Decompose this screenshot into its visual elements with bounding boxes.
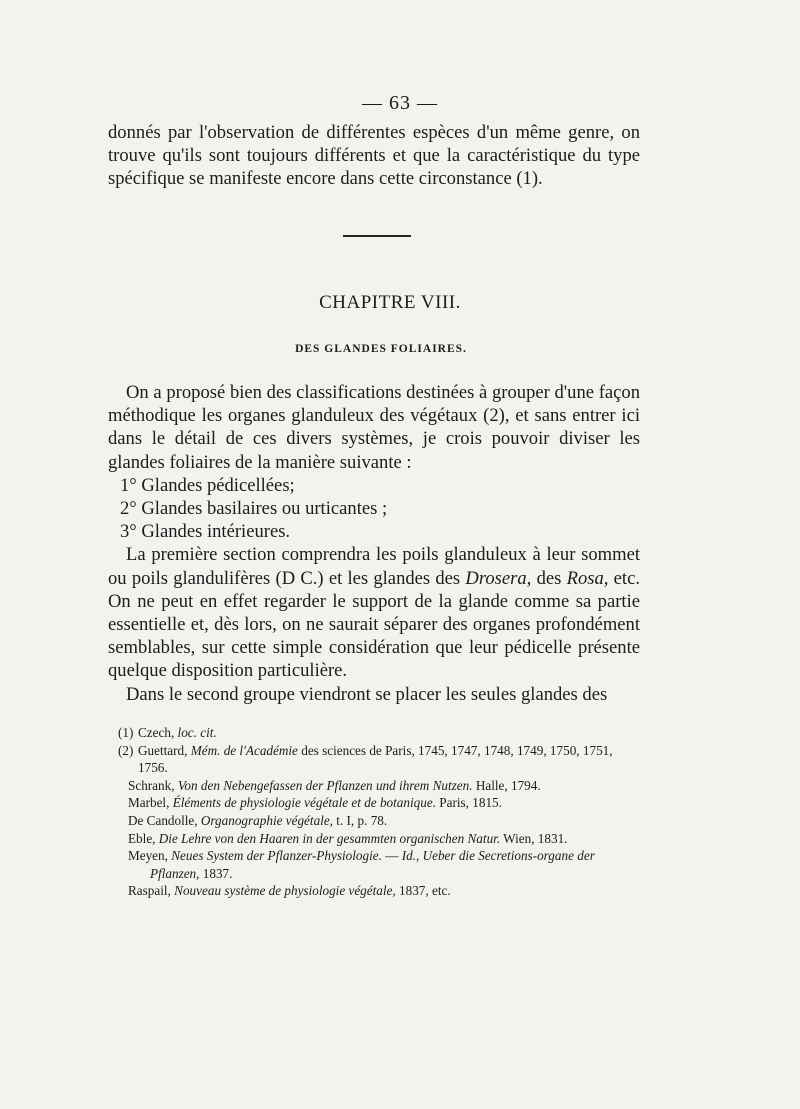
reference-details: Paris, 1815. xyxy=(436,795,502,811)
intro-paragraph xyxy=(108,121,640,191)
reference-separator: — xyxy=(381,848,402,864)
text-run: etc. On ne peut en effet regarder le support de la glande comme sa partie essentielle et, dès lors, on ne saurait séparer des organes profondément semblables, sur cette simple considération que leur pédicelle présente quelque disposition particulière. xyxy=(108,567,640,682)
footnote-details: des sciences de Paris, 1745, 1747, 1748, 1749, 1750, 1751, 1756. xyxy=(138,742,613,776)
reference-author: Raspail, xyxy=(128,883,175,899)
reference-marbel xyxy=(118,794,640,812)
paragraph-first-section xyxy=(108,543,640,682)
footnote-number: (1) xyxy=(118,725,134,740)
footnote-2 xyxy=(118,742,640,777)
text-run: La première section comprendra les poils glanduleux à leur sommet ou poils glandulifères (D C.) et les glandes des xyxy=(108,544,640,589)
section-divider xyxy=(343,235,411,237)
reference-title: Nouveau système de physiologie végétale, xyxy=(174,883,396,899)
reference-details: Halle, 1794. xyxy=(472,777,541,793)
main-text xyxy=(108,381,640,706)
reference-title: Organographie végétale, xyxy=(200,812,333,828)
reference-candolle xyxy=(118,812,640,830)
page-number: — 63 — xyxy=(362,92,438,114)
paragraph-classification: On a proposé bien des classifications destinées à grouper d'une façon méthodique les organes glanduleux des végétaux (2), et sans entrer ici dans le détail de ces divers systèmes, je crois pouvoir diviser les glandes foliaires de la manière suivante : xyxy=(108,382,640,473)
footnote-author: Guettard, xyxy=(138,742,191,758)
reference-raspail xyxy=(118,882,640,900)
reference-details: Wien, 1831. xyxy=(500,830,568,846)
reference-author: Eble, xyxy=(128,830,159,846)
taxon-drosera: Drosera, xyxy=(465,567,532,589)
reference-schrank xyxy=(118,777,640,795)
section-title: DES GLANDES FOLIAIRES. xyxy=(295,343,467,355)
reference-details: 1837. xyxy=(199,865,233,881)
list-item: 3° Glandes intérieures. xyxy=(120,521,291,543)
list-item: 1° Glandes pédicellées; xyxy=(120,474,295,496)
chapter-title: CHAPITRE VIII. xyxy=(319,292,461,313)
paragraph-second-group: Dans le second groupe viendront se placer les seules glandes des xyxy=(126,683,608,705)
reference-details: t. I, p. 78. xyxy=(332,812,388,828)
footnote-1 xyxy=(118,724,640,742)
reference-title: Id., Ueber die Secretions-organe der Pflanzen, xyxy=(150,848,595,881)
text-run: des xyxy=(531,567,567,589)
reference-author: Schrank, xyxy=(128,777,178,793)
footnote-title: Mém. de l'Académie xyxy=(190,742,298,758)
reference-title: Die Lehre von den Haaren in der gesammten organischen Natur. xyxy=(158,830,501,846)
reference-author: De Candolle, xyxy=(128,812,201,828)
reference-title: Éléments de physiologie végétale et de botanique. xyxy=(172,795,436,811)
reference-author: Meyen, xyxy=(128,848,172,864)
footnote-title: loc. cit. xyxy=(177,725,217,740)
taxon-rosa: Rosa, xyxy=(566,567,609,589)
footnotes xyxy=(118,724,640,900)
list-item: 2° Glandes basilaires ou urticantes ; xyxy=(120,498,388,520)
footnote-author: Czech, xyxy=(138,725,178,740)
reference-author: Marbel, xyxy=(128,795,173,811)
reference-eble xyxy=(118,830,640,848)
intro-text: donnés par l'observation de différentes espèces d'un même genre, on trouve qu'ils sont toujours différents et que la caractéristique du type spécifique se manifeste encore dans cette circonstance (1). xyxy=(108,122,640,190)
reference-title: Neues System der Pflanzer-Physiologie. xyxy=(171,848,382,864)
reference-meyen xyxy=(118,847,640,882)
reference-title: Von den Nebengefassen der Pflanzen und ihrem Nutzen. xyxy=(177,777,473,793)
footnote-number: (2) xyxy=(118,742,134,758)
reference-details: 1837, etc. xyxy=(395,883,451,899)
